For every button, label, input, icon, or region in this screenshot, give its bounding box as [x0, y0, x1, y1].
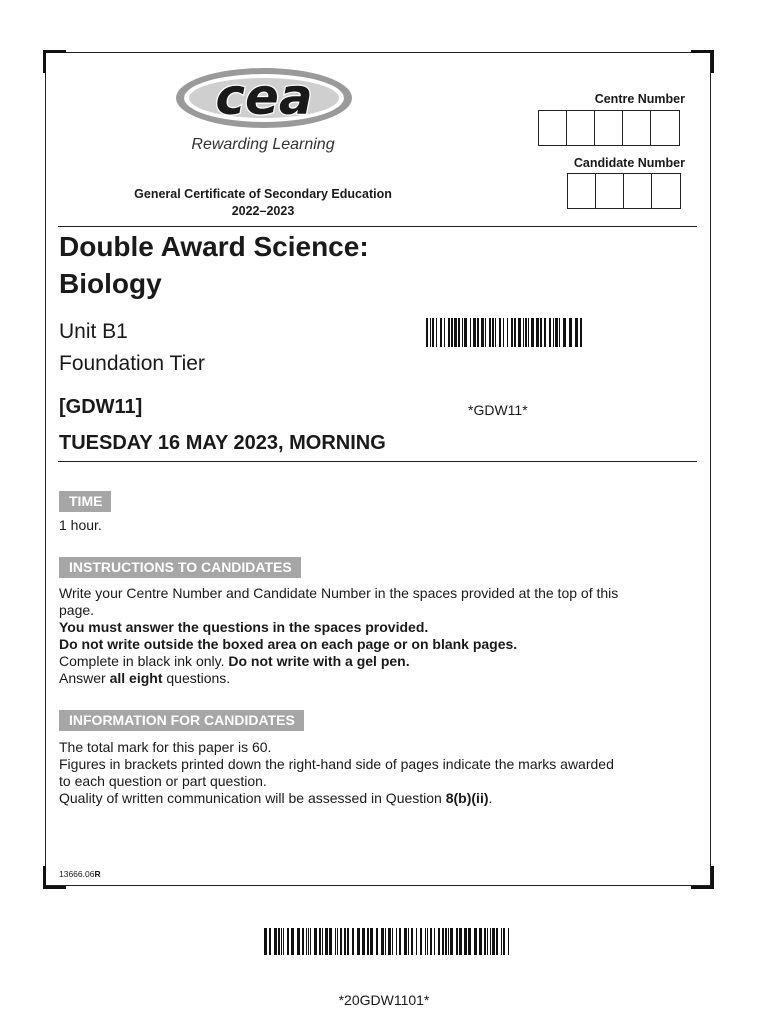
paper-tier: Foundation Tier [59, 352, 205, 375]
page-reference [59, 869, 101, 879]
crop-mark-top-left [43, 50, 66, 73]
barcode-bar [308, 928, 309, 955]
candidate-number-boxes[interactable] [567, 173, 681, 209]
paper-title [59, 228, 369, 302]
logo-text: cea [215, 68, 313, 126]
barcode-bar [306, 928, 307, 955]
barcode-bar [462, 318, 463, 347]
candidate-number-box[interactable] [652, 174, 680, 208]
barcode-bar [553, 318, 554, 347]
paper-title-line1: Double Award Science: [59, 231, 369, 262]
barcode-bar [477, 318, 479, 347]
barcode-bar [481, 318, 484, 347]
paper-unit: Unit B1 [59, 320, 128, 343]
barcode-bar [499, 318, 501, 347]
information-text-segment: . [488, 790, 493, 806]
information-line: Figures in brackets printed down the right-hand side of pages indicate the marks awarded [59, 756, 614, 772]
barcode-bar [444, 318, 445, 347]
barcode-bar [501, 928, 502, 955]
centre-number-box[interactable] [595, 111, 623, 145]
barcode-bar [362, 928, 365, 955]
cea-logo-graphic [170, 64, 360, 134]
barcode-bar [456, 928, 458, 955]
barcode-bar [451, 318, 453, 347]
barcode-bar [426, 318, 428, 347]
centre-number-box[interactable] [567, 111, 595, 145]
instruction-bold-line: Do not write outside the boxed area on each page or on blank pages. [59, 636, 518, 652]
barcode-bar [484, 928, 486, 955]
barcode-bar [411, 928, 413, 955]
paper-code: [GDW11] [59, 396, 143, 418]
barcode-bar [445, 928, 447, 955]
barcode-bar [416, 928, 417, 955]
instruction-text-segment: Answer [59, 670, 110, 686]
barcode-bar [344, 928, 346, 955]
instructions-heading: INSTRUCTIONS TO CANDIDATES [59, 557, 301, 578]
barcode-bar [335, 928, 336, 955]
barcode-bar [511, 318, 513, 347]
barcode-bar [322, 928, 323, 955]
barcode-bar [432, 318, 434, 347]
barcode-bar [470, 318, 471, 347]
barcode-bar [434, 928, 435, 955]
barcode-bar [495, 318, 496, 347]
instruction-bold-line: You must answer the questions in the spaces provided. [59, 619, 429, 635]
candidate-number-box[interactable] [568, 174, 596, 208]
centre-number-boxes[interactable] [538, 110, 680, 146]
barcode-bar [464, 318, 467, 347]
barcode-bar [540, 318, 542, 347]
barcode-bar [302, 928, 304, 955]
barcode-bar [281, 928, 282, 955]
barcode-bar [569, 318, 572, 347]
barcode-bar [396, 928, 397, 955]
paper-barcode-text: *GDW11* [468, 402, 528, 418]
logo-tagline: Rewarding Learning [191, 136, 335, 153]
instruction-bold-segment: Do not write with a gel pen. [228, 653, 410, 669]
instruction-line: page. [59, 602, 95, 618]
barcode-bar [559, 318, 560, 347]
barcode-bar [448, 928, 449, 955]
centre-number-label: Centre Number [594, 92, 685, 106]
barcode-bar [555, 318, 558, 347]
barcode-bar [485, 318, 486, 347]
information-heading: INFORMATION FOR CANDIDATES [59, 710, 304, 731]
instruction-line [59, 670, 689, 687]
page-reference-suffix: R [94, 869, 101, 879]
qualification-year: 2022–2023 [231, 204, 295, 218]
barcode-bar [329, 928, 332, 955]
barcode-bar [549, 318, 551, 347]
cea-logo [170, 64, 360, 134]
barcode-bar [436, 318, 437, 347]
barcode-bar [503, 318, 504, 347]
crop-mark-top-right [691, 50, 714, 73]
barcode-bar [269, 928, 271, 955]
header-divider [58, 226, 697, 227]
barcode-bar [376, 928, 378, 955]
instruction-line: Write your Centre Number and Candidate Number in the spaces provided at the top of this [59, 585, 619, 601]
exam-date: TUESDAY 16 MAY 2023, MORNING [59, 432, 386, 454]
barcode-bar [357, 928, 360, 955]
barcode-bar [352, 928, 354, 955]
barcode-bar [408, 928, 409, 955]
instruction-text-segment: questions. [162, 670, 231, 686]
barcode-bar [514, 318, 516, 347]
barcode-bar [448, 318, 450, 347]
candidate-number-box[interactable] [596, 174, 624, 208]
barcode-bar [459, 928, 462, 955]
barcode-bar [297, 928, 300, 955]
qualification-block [100, 186, 426, 220]
barcode-bar [525, 318, 527, 347]
information-line: The total mark for this paper is 60. [59, 739, 272, 755]
barcode-bar [440, 318, 442, 347]
barcode-bar [274, 928, 277, 955]
barcode-bar [458, 318, 460, 347]
barcode-bar [337, 928, 338, 955]
information-text [59, 739, 689, 807]
barcode-bar [523, 318, 524, 347]
barcode-bar [291, 928, 294, 955]
barcode-bar [420, 928, 422, 955]
barcode-bar [487, 928, 488, 955]
paper-barcode [426, 318, 583, 347]
information-line: to each question or part question. [59, 773, 267, 789]
barcode-bar [370, 928, 373, 955]
information-text-segment: Quality of written communication will be assessed in Question [59, 790, 446, 806]
centre-number-box[interactable] [539, 111, 567, 145]
barcode-bar [507, 318, 508, 347]
barcode-bar [575, 318, 578, 347]
paper-unit-block [59, 316, 205, 380]
instruction-bold-segment: all eight [109, 670, 163, 686]
barcode-bar [490, 928, 491, 955]
centre-number-box[interactable] [651, 111, 679, 145]
barcode-bar [287, 928, 289, 955]
barcode-bar [340, 928, 342, 955]
barcode-bar [278, 928, 280, 955]
barcode-bar [528, 318, 529, 347]
barcode-bar [310, 928, 311, 955]
title-divider [58, 461, 697, 462]
qualification-name: General Certificate of Secondary Education [134, 187, 392, 201]
candidate-number-box[interactable] [624, 174, 652, 208]
barcode-bar [563, 318, 566, 347]
barcode-bar [468, 928, 471, 955]
page-barcode-text: *20GDW1101* [338, 992, 430, 1008]
crop-mark-bottom-right [691, 866, 714, 889]
barcode-bar [430, 318, 431, 347]
barcode-bar [381, 928, 384, 955]
information-bold-segment: 8(b)(ii) [445, 790, 489, 806]
barcode-bar [489, 318, 491, 347]
barcode-bar [404, 928, 407, 955]
barcode-bar [479, 928, 482, 955]
barcode-bar [508, 928, 509, 955]
centre-number-box[interactable] [623, 111, 651, 145]
page-barcode [264, 928, 510, 955]
barcode-bar [319, 928, 321, 955]
instruction-line [59, 653, 689, 670]
paper-title-line2: Biology [59, 268, 162, 299]
barcode-bar [518, 318, 521, 347]
barcode-bar [450, 928, 453, 955]
barcode-bar [464, 928, 467, 955]
barcode-bar [392, 928, 393, 955]
page-reference-number: 13666.06 [59, 869, 95, 879]
barcode-bar [474, 928, 477, 955]
barcode-bar [427, 928, 428, 955]
barcode-bar [399, 928, 401, 955]
instruction-text-segment: Complete in black ink only. [59, 653, 229, 669]
instructions-text [59, 585, 689, 687]
barcode-bar [531, 318, 534, 347]
barcode-bar [325, 928, 328, 955]
barcode-bar [438, 928, 440, 955]
time-heading: TIME [59, 491, 111, 512]
barcode-bar [496, 928, 498, 955]
barcode-bar [503, 928, 505, 955]
barcode-bar [367, 928, 369, 955]
time-text: 1 hour. [59, 517, 102, 533]
barcode-bar [536, 318, 539, 347]
barcode-bar [283, 928, 284, 955]
barcode-bar [442, 928, 444, 955]
barcode-bar [264, 928, 267, 955]
barcode-bar [492, 318, 494, 347]
barcode-bar [430, 928, 432, 955]
barcode-bar [473, 318, 476, 347]
barcode-bar [492, 928, 495, 955]
barcode-bar [314, 928, 317, 955]
information-line [59, 790, 689, 807]
barcode-bar [454, 318, 457, 347]
barcode-bar [425, 928, 426, 955]
barcode-bar [385, 928, 386, 955]
barcode-bar [580, 318, 582, 347]
barcode-bar [544, 318, 546, 347]
barcode-bar [388, 928, 391, 955]
candidate-number-label: Candidate Number [573, 156, 685, 170]
barcode-bar [347, 928, 349, 955]
